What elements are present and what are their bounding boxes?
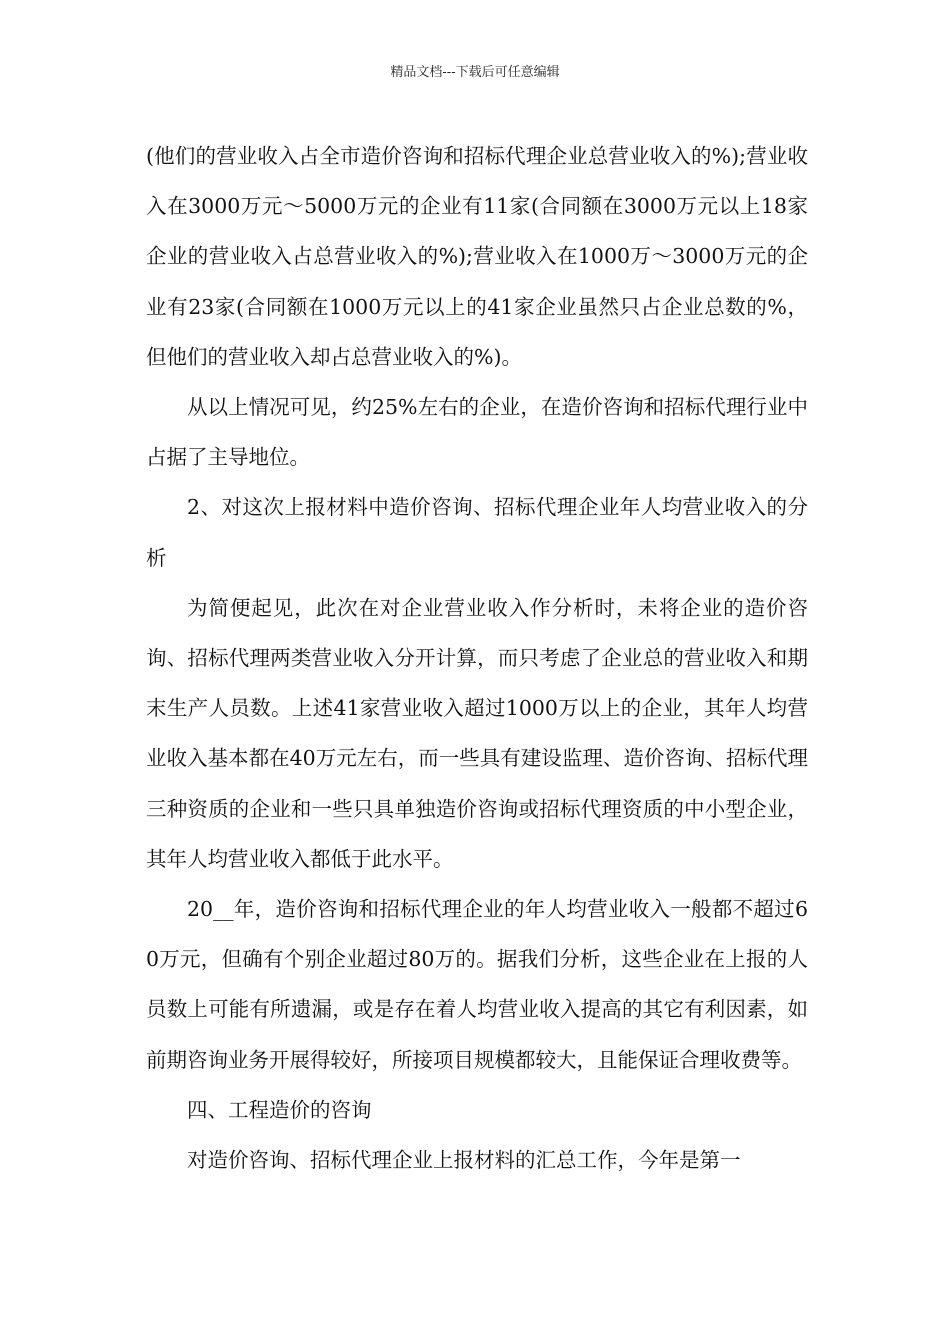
document-body [146,131,808,1185]
paragraph-1: (他们的营业收入占全市造价咨询和招标代理企业总营业收入的%);营业收入在3000万元～5000万元的企业有11家(合同额在3000万元以上18家企业的营业收入占总营业收入的%);营业收入在1000万～3000万元的企业有23家(合同额在1000万元以上的41家企业虽然只占企业总数的%，但他们的营业收入却占总营业收入的%)。 [146,144,808,369]
section-heading-2: 2、对这次上报材料中造价咨询、招标代理企业年人均营业收入的分析 [146,495,808,570]
section-heading-4: 四、工程造价的咨询 [187,1097,372,1122]
paragraph-5: 对造价咨询、招标代理企业上报材料的汇总工作，今年是第一 [187,1148,741,1173]
page-header: 精品文档---下载后可任意编辑 [390,65,560,80]
paragraph-3: 为简便起见，此次在对企业营业收入作分析时，未将企业的造价咨询、招标代理两类营业收入分开计算，而只考虑了企业总的营业收入和期末生产人员数。上述41家营业收入超过1000万以上的企业，其年人均营业收入基本都在40万元左右，而一些具有建设监理、造价咨询、招标代理三种资质的企业和一些只具单独造价咨询或招标代理资质的中小型企业，其年人均营业收入都低于此水平。 [146,595,808,871]
paragraph-4: 20__年，造价咨询和招标代理企业的年人均营业收入一般都不超过60万元，但确有个别企业超过80万的。据我们分析，这些企业在上报的人员数上可能有所遗漏，或是存在着人均营业收入提高的其它有利因素，如前期咨询业务开展得较好，所接项目规模都较大，且能保证合理收费等。 [146,897,808,1072]
paragraph-2: 从以上情况可见，约25%左右的企业，在造价咨询和招标代理行业中占据了主导地位。 [146,395,808,470]
